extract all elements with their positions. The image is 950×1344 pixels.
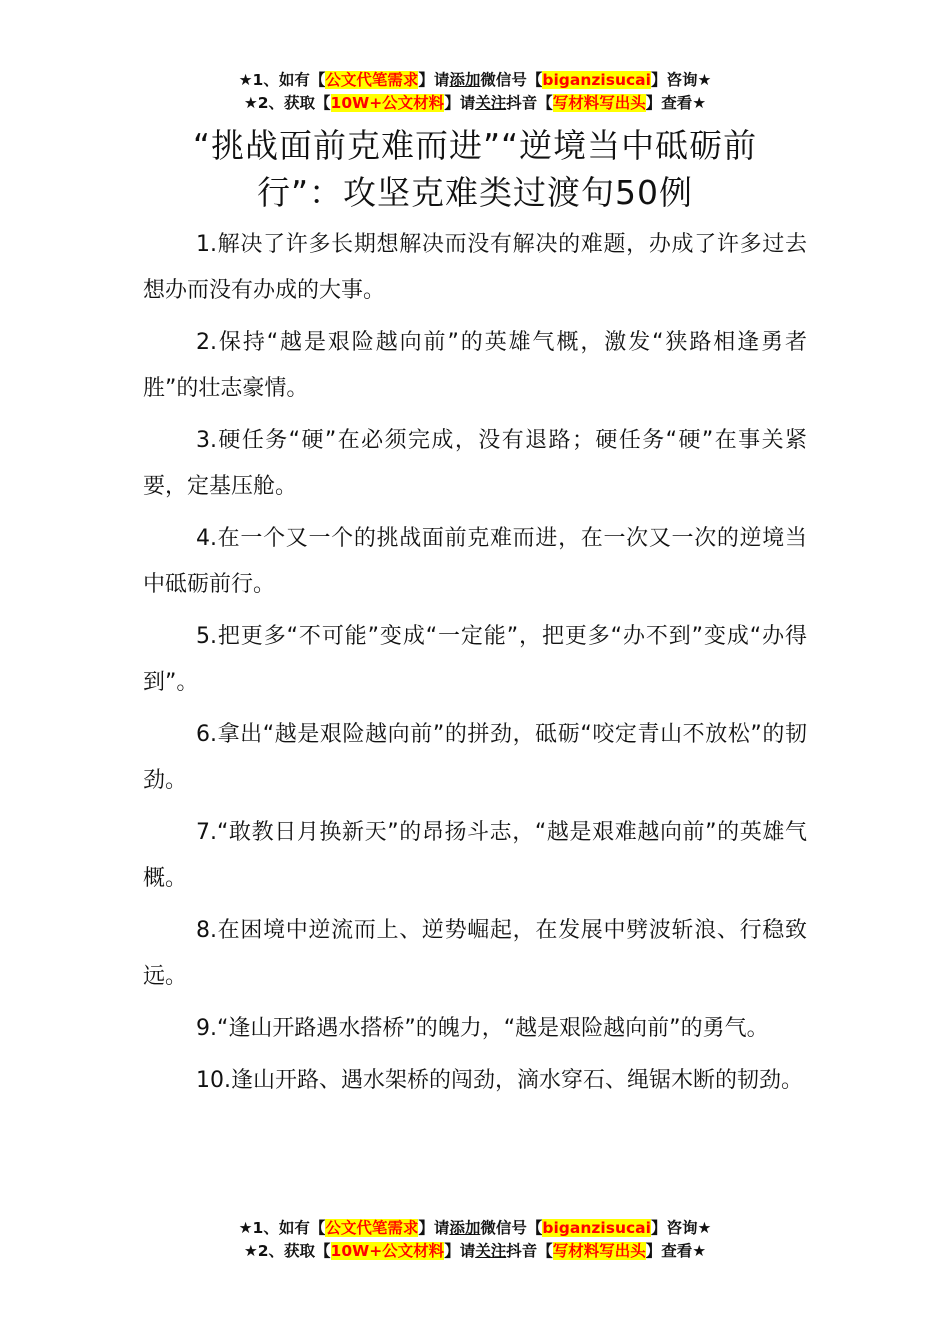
- banner-text: 】查看★: [645, 1242, 707, 1260]
- banner-text: 】咨询★: [650, 1219, 712, 1237]
- list-item: 9.“逢山开路遇水搭桥”的魄力，“越是艰险越向前”的勇气。: [196, 1016, 769, 1041]
- banner-line-2: [0, 92, 950, 115]
- banner-underline: 添加: [449, 71, 481, 89]
- header-banner: [0, 69, 950, 115]
- banner-text: 微信号【: [480, 71, 543, 89]
- list-item: 2.保持“越是艰险越向前”的英雄气概，激发“狭路相逢勇者胜”的壮志豪情。: [143, 330, 807, 401]
- banner-highlight: 10W+公文材料: [330, 94, 445, 112]
- banner-text: 】咨询★: [650, 71, 712, 89]
- banner-text: ★1、如有【: [238, 1219, 326, 1237]
- list-item: 6.拿出“越是艰险越向前”的拼劲，砥砺“咬定青山不放松”的韧劲。: [143, 722, 807, 793]
- banner-line-2: [0, 1240, 950, 1263]
- banner-highlight: biganzisucai: [542, 71, 651, 89]
- banner-text: ★1、如有【: [238, 71, 326, 89]
- list-item: 7.“敢教日月换新天”的昂扬斗志，“越是艰难越向前”的英雄气概。: [143, 820, 807, 891]
- document-title: “挑战面前克难而进”“逆境当中砥砺前行”：攻坚克难类过渡句50例: [192, 126, 758, 212]
- list-item: 8.在困境中逆流而上、逆势崛起，在发展中劈波斩浪、行稳致远。: [143, 918, 807, 989]
- banner-highlight: 10W+公文材料: [330, 1242, 445, 1260]
- banner-text: 抖音【: [506, 1242, 553, 1260]
- list-item: 1.解决了许多长期想解决而没有解决的难题，办成了许多过去想办而没有办成的大事。: [143, 232, 807, 303]
- banner-text: 】请: [418, 1219, 450, 1237]
- banner-text: 】请: [444, 94, 476, 112]
- list-item: 5.把更多“不可能”变成“一定能”，把更多“办不到”变成“办得到”。: [143, 624, 807, 695]
- list-item: 3.硬任务“硬”在必须完成，没有退路；硬任务“硬”在事关紧要，定基压舱。: [143, 428, 807, 499]
- banner-highlight: biganzisucai: [542, 1219, 651, 1237]
- banner-highlight: 写材料写出头: [552, 1242, 646, 1260]
- banner-text: 】请: [418, 71, 450, 89]
- list-item: 4.在一个又一个的挑战面前克难而进，在一次又一次的逆境当中砥砺前行。: [143, 526, 807, 597]
- banner-line-1: [0, 1217, 950, 1240]
- banner-line-1: [0, 69, 950, 92]
- banner-highlight: 写材料写出头: [552, 94, 646, 112]
- banner-text: ★2、获取【: [243, 1242, 331, 1260]
- footer-banner: [0, 1217, 950, 1263]
- banner-text: 抖音【: [506, 94, 553, 112]
- banner-underline: 关注: [475, 1242, 507, 1260]
- banner-text: 】查看★: [645, 94, 707, 112]
- banner-text: 】请: [444, 1242, 476, 1260]
- banner-underline: 关注: [475, 94, 507, 112]
- banner-highlight: 公文代笔需求: [325, 71, 419, 89]
- item-list: [143, 222, 807, 1110]
- list-item: 10.逢山开路、遇水架桥的闯劲，滴水穿石、绳锯木断的韧劲。: [196, 1068, 803, 1093]
- banner-text: ★2、获取【: [243, 94, 331, 112]
- banner-text: 微信号【: [480, 1219, 543, 1237]
- banner-underline: 添加: [449, 1219, 481, 1237]
- banner-highlight: 公文代笔需求: [325, 1219, 419, 1237]
